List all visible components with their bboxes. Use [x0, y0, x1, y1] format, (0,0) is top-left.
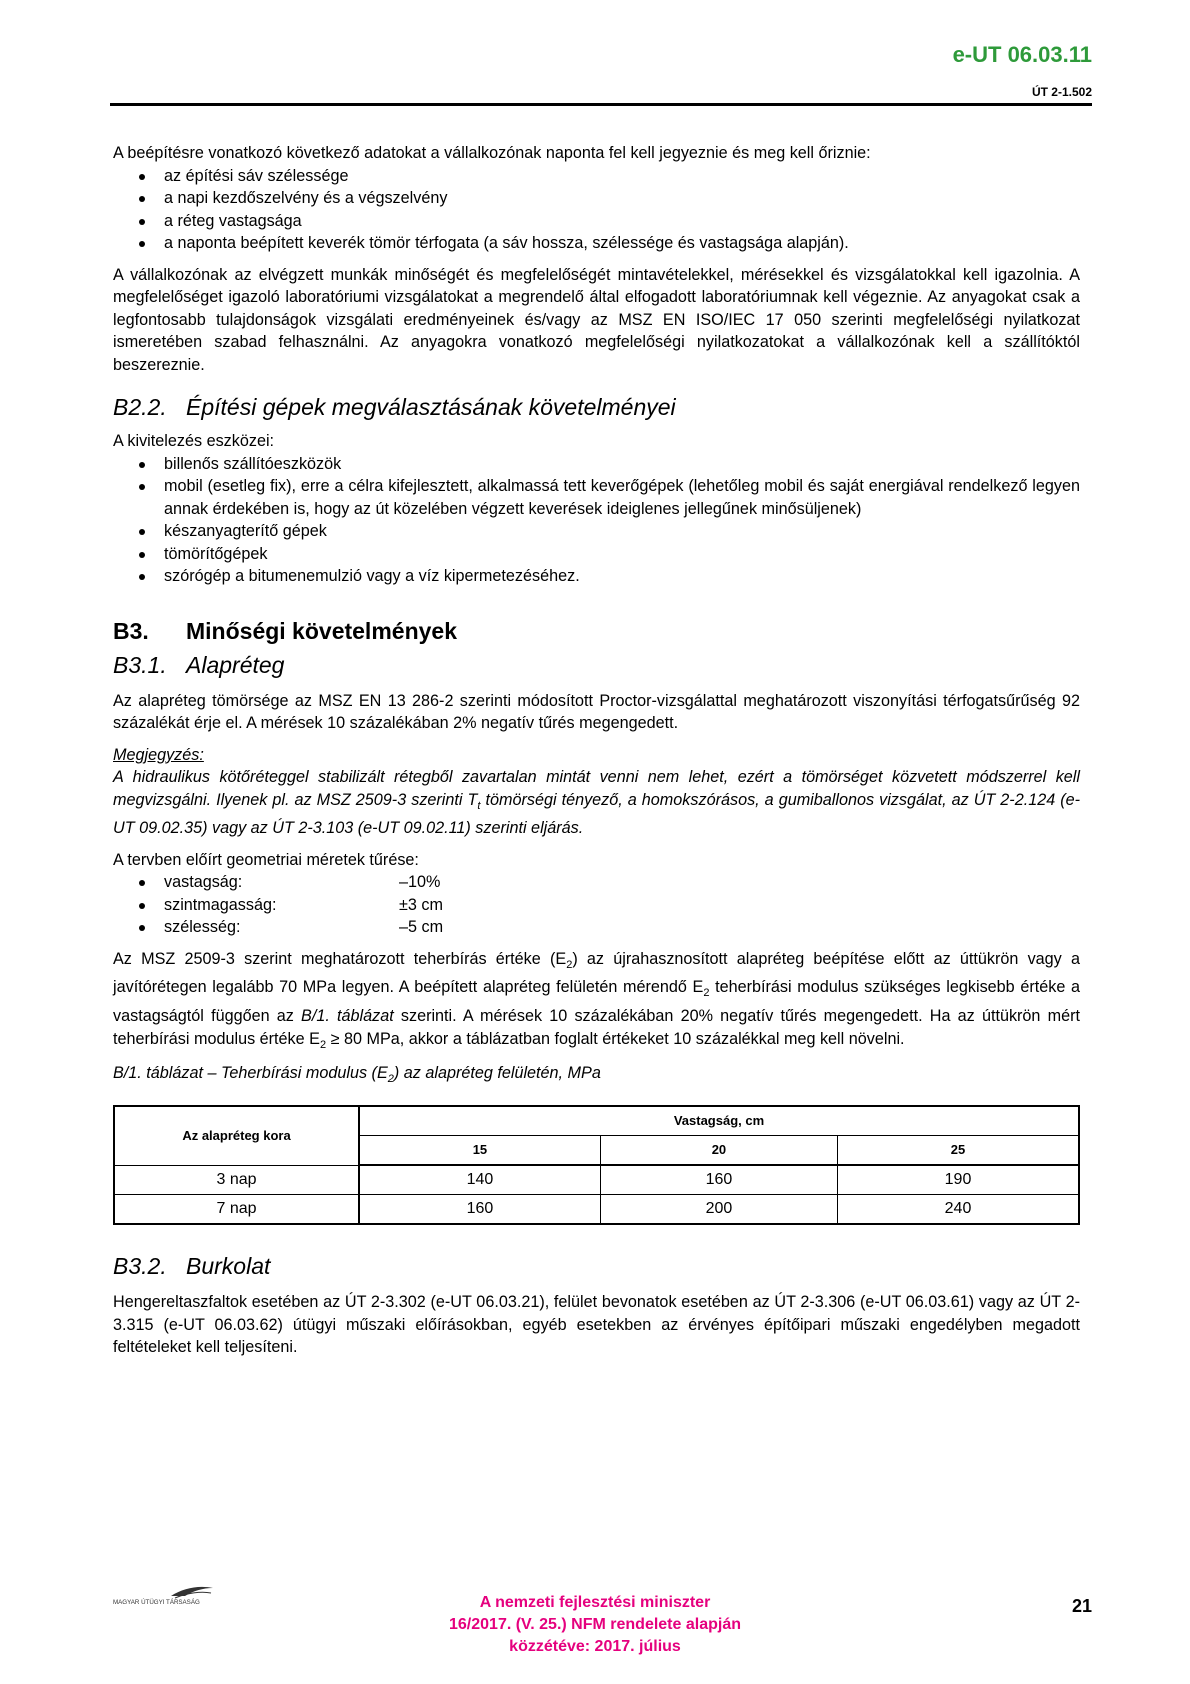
table-header-cell: 15 — [359, 1136, 600, 1166]
quality-paragraph: A vállalkozónak az elvégzett munkák minőségét és megfelelőségét mintavételekkel, mérésekkel és vizsgálatokkal kell igazolnia. A megfelelőséget igazoló laboratóriumi vizsgálatokat a megrendelő által elfogadott laboratóriumnak kell végeznie. Az anyagokat csak a legfontosabb tulajdonságok vizsgálati eredményeinek és/vagy az MSZ EN ISO/IEC 17 050 szerinti megfelelőségi nyilatkozat ismeretében szabad felhasználni. Az anyagokra vonatkozó megfelelőségi nyilatkozatokat a vállalkozónak kell a szállítóktól beszereznie. — [113, 265, 1080, 374]
intro-list — [113, 165, 1080, 255]
list-item: szórógép a bitumenemulzió vagy a víz kipermetezéséhez. — [137, 565, 1080, 588]
page-number: 21 — [1071, 1596, 1092, 1616]
modulus-paragraph: Az MSZ 2509-3 szerint meghatározott teherbírás értéke $(E_2)$ az újrahasznosított alapréteg beépítése előtt az úttükrön vagy a javítórétegen legalább 70 MPa legyen. A beépített alapréteg felületén mérendő $E_2$ teherbírási modulus szükséges legkisebb értéke a vastagságtól függően az B/1. táblázat szerinti. A mérések 10 százalékában 20% negatív tűrés megengedett. Ha az úttükrön mért teherbírási modulus értéke $E_2 \ge 80$ MPa, akkor a táblázatban foglalt értékeket 10 százalékkal meg kell növelni. — [113, 949, 1080, 1051]
list-item: a réteg vastagsága — [137, 210, 1080, 233]
list-item: a napi kezdőszelvény és a végszelvény — [137, 187, 1080, 210]
note-body: A hidraulikus kötőréteggel stabilizált rétegből zavartalan mintát venni nem lehet, ezért a tömörséget közvetett módszerrel kell megvizsgálni. Ilyenek pl. az MSZ 2509-3 szerinti $T_t$ tömörségi tényező, a homokszórásos, a gumiballonos vizsgálat, az ÚT 2-2.124 (e-UT 09.02.35) vagy az ÚT 2-3.103 (e-UT 09.02.11) szerinti eljárás. — [113, 768, 1081, 838]
modulus-table — [113, 1105, 1080, 1225]
b22-intro: A kivitelezés eszközei: — [113, 432, 275, 450]
b22-list — [113, 453, 1080, 588]
list-item: vastagság: –10% — [137, 871, 1080, 894]
tolerance-list — [113, 871, 1080, 939]
section-heading-b22: B2.2. Építési gépek megválasztásának követelményei — [113, 394, 676, 420]
list-item: mobil (esetleg fix), erre a célra kifejlesztett, alkalmassá tett keverőgépek (lehetőleg mobil és saját energiával rendelkező legyen annak érdekében is, hogy az út közelében végzett keverések ideiglenes jellegűnek minősüljenek) — [137, 475, 1080, 520]
table-cell: 7 nap — [114, 1195, 359, 1225]
table-row — [114, 1165, 1079, 1195]
b32-paragraph: Hengereltaszfaltok esetében az ÚT 2-3.302 (e-UT 06.03.21), felület bevonatok esetében az ÚT 2-3.306 (e-UT 06.03.61) vagy az ÚT 2-3.315 (e-UT 06.03.62) útügyi műszaki előírásokban, egyéb esetekben az érvényes építőipari műszaki engedélyben megadott feltételeket kell teljesíteni. — [113, 1293, 1080, 1357]
header-standard: ÚT 2-1.502 — [1031, 85, 1092, 99]
table-cell: 140 — [359, 1165, 600, 1195]
society-logo — [113, 1582, 263, 1612]
table-cell: 200 — [600, 1195, 837, 1225]
page-content — [113, 142, 1080, 1359]
list-item: készanyagterítő gépek — [137, 520, 1080, 543]
section-heading-b31: B3.1. Alapréteg — [113, 651, 285, 678]
table-caption: B/1. táblázat – Teherbírási modulus $(E_2)$ az alapréteg felületén, MPa — [113, 1064, 601, 1086]
footer-publication: A nemzeti fejlesztési miniszter 16/2017. (V. 25.) NFM rendelete alapján közzétéve: 2017. július — [449, 1594, 741, 1655]
list-item: billenős szállítóeszközök — [137, 453, 1080, 476]
tolerance-intro: A tervben előírt geometriai méretek tűrése: — [113, 850, 419, 869]
header-code: e-UT 06.03.11 — [952, 42, 1092, 67]
table-cell: 190 — [837, 1165, 1079, 1195]
section-heading-b32: B3.2. Burkolat — [113, 1253, 271, 1280]
table-header-cell: 20 — [600, 1136, 837, 1166]
list-item: tömörítőgépek — [137, 543, 1080, 566]
svg-text:MAGYAR ÚTÜGYI TÁRSASÁG: MAGYAR ÚTÜGYI TÁRSASÁG — [113, 1599, 200, 1606]
table-row — [114, 1195, 1079, 1225]
list-item: szélesség: –5 cm — [137, 916, 1080, 939]
list-item: szintmagasság: ±3 cm — [137, 894, 1080, 917]
table-cell: 240 — [837, 1195, 1079, 1225]
table-header-cell: 25 — [837, 1136, 1079, 1166]
list-item: az építési sáv szélessége — [137, 165, 1080, 188]
table-cell: 160 — [359, 1195, 600, 1225]
intro-text: A beépítésre vonatkozó következő adatokat a vállalkozónak naponta fel kell jegyeznie és meg kell őriznie: — [113, 144, 871, 162]
section-heading-b3: B3. Minőségi követelmények — [113, 617, 457, 644]
header-rule — [110, 103, 1092, 106]
table-header-thickness: Vastagság, cm — [359, 1106, 1079, 1136]
table-cell: 160 — [600, 1165, 837, 1195]
list-item: a naponta beépített keverék tömör térfogata (a sáv hossza, szélessége és vastagsága alapján). — [137, 232, 1080, 255]
table-header-age: Az alapréteg kora — [114, 1106, 359, 1165]
b31-paragraph: Az alapréteg tömörsége az MSZ EN 13 286-2 szerinti módosított Proctor-vizsgálattal meghatározott viszonyítási térfogatsűrűség 92 százalékát érje el. A mérések 10 százalékában 2% negatív tűrés megengedett. — [113, 691, 1080, 732]
note-title: Megjegyzés: — [113, 745, 204, 764]
table-cell: 3 nap — [114, 1165, 359, 1195]
